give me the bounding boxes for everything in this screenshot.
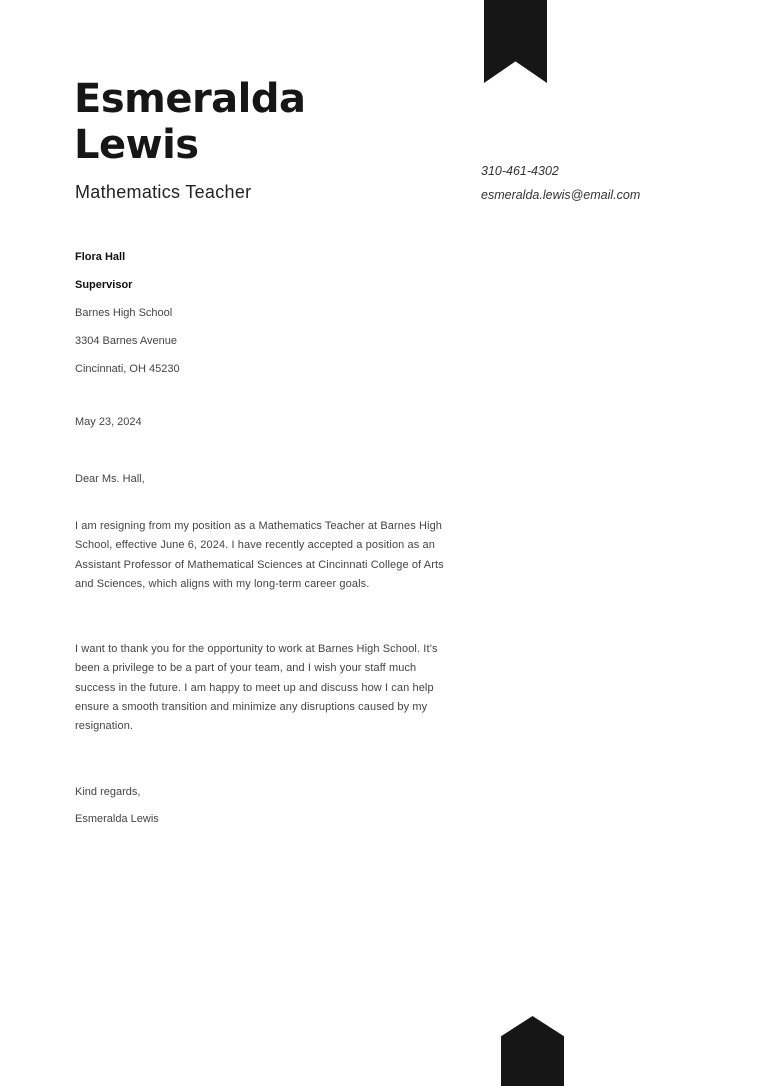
recipient-city: Cincinnati, OH 45230 — [75, 363, 180, 375]
letter-paragraph: I want to thank you for the opportunity to work at Barnes High School. It’s been a privilege to be a part of your team, and I wish your staff much success in the future. I am happy to meet up and discuss how I can help ensure a smooth transition and minimize any disruptions caused by my resignation. — [75, 643, 438, 733]
letter-greeting: Dear Ms. Hall, — [75, 473, 145, 485]
contact-phone: 310-461-4302 — [481, 164, 559, 178]
recipient-street: 3304 Barnes Avenue — [75, 335, 177, 347]
letter-closing: Kind regards, — [75, 786, 141, 798]
letter-signature: Esmeralda Lewis — [75, 813, 159, 825]
letter-date: May 23, 2024 — [75, 416, 142, 428]
last-name: Lewis — [74, 122, 199, 168]
job-title: Mathematics Teacher — [75, 182, 252, 202]
contact-email: esmeralda.lewis@email.com — [481, 188, 641, 202]
bookmark-ribbon-top-icon — [484, 0, 547, 83]
bookmark-ribbon-bottom-icon — [501, 1016, 564, 1086]
applicant-name — [74, 76, 306, 168]
recipient-title: Supervisor — [75, 279, 133, 291]
recipient-organization: Barnes High School — [75, 307, 173, 319]
letter-paragraph: I am resigning from my position as a Mathematics Teacher at Barnes High School, effective June 6, 2024. I have recently accepted a position as an Assistant Professor of Mathematical Sciences at Cincinnati College of Arts and Sciences, which aligns with my long-term career goals. — [75, 520, 444, 590]
recipient-name: Flora Hall — [75, 251, 126, 263]
first-name: Esmeralda — [74, 76, 306, 122]
recipient-block — [75, 250, 180, 390]
